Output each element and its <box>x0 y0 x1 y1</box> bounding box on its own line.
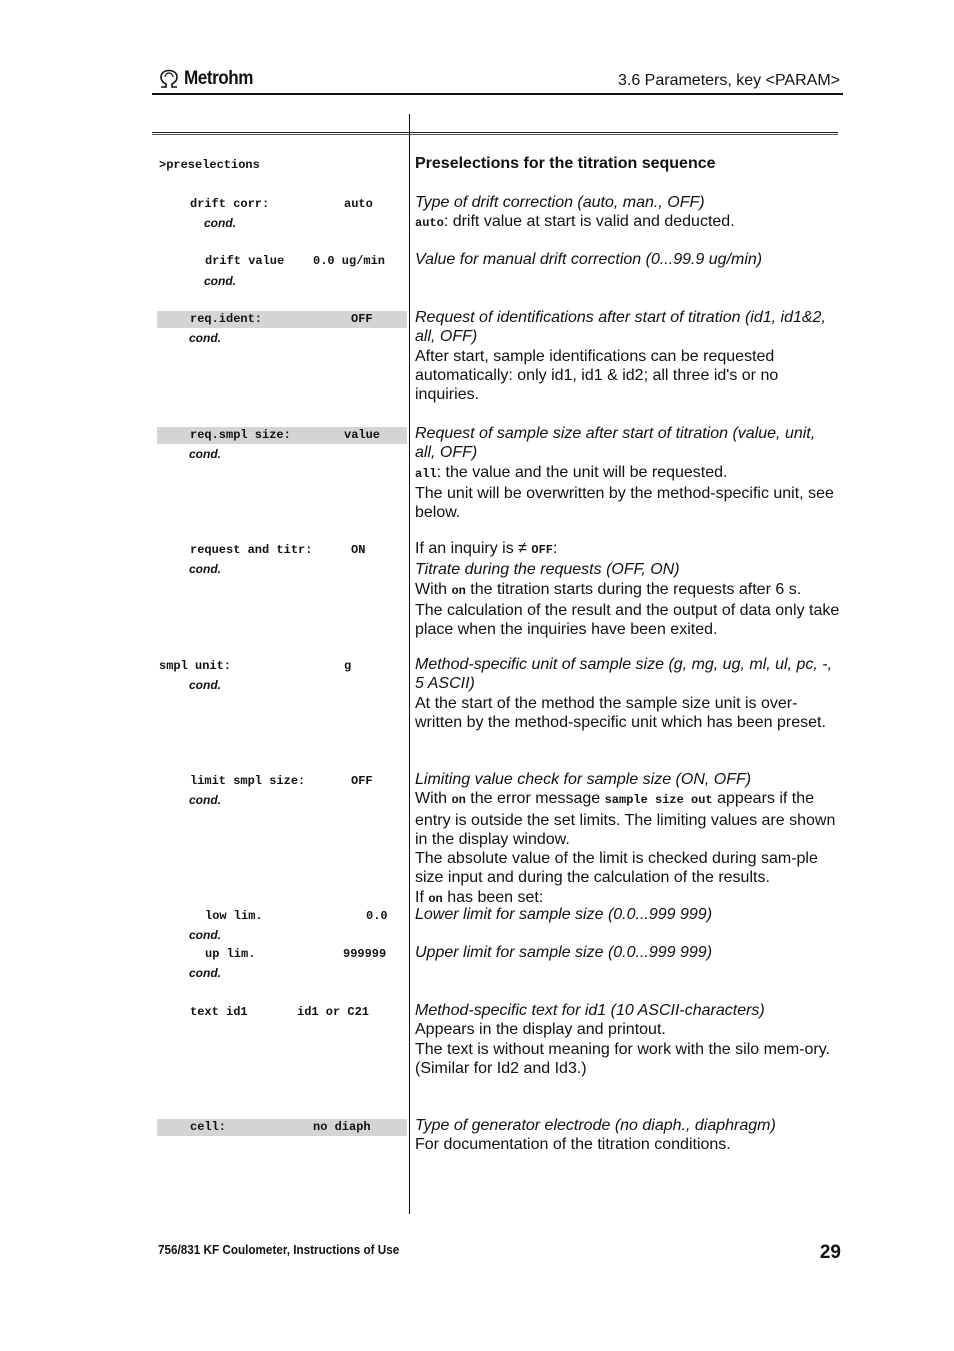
param-label: >preselections <box>159 158 260 172</box>
cond-label: cond. <box>189 562 221 576</box>
desc-text: At the start of the method the sample size unit is over-written by the method-specific unit which has been preset. <box>415 694 826 731</box>
param-label: low lim. <box>205 909 263 923</box>
cond-label: cond. <box>204 216 236 230</box>
desc-text: With <box>415 790 452 808</box>
code-term: on <box>451 793 466 808</box>
param-label: drift value <box>205 254 285 268</box>
footer-doc-title: 756/831 KF Coulometer, Instructions of Use <box>158 1242 400 1257</box>
desc-title: Method-specific unit of sample size (g, mg, ug, ml, ul, pc, -, 5 ASCII) <box>415 656 833 693</box>
desc-cell <box>415 1116 840 1155</box>
code-term: auto <box>415 216 444 231</box>
desc-req-ident <box>415 308 840 404</box>
desc-title: Limiting value check for sample size (ON, OFF) <box>415 771 752 788</box>
header-divider <box>152 93 843 95</box>
desc-text: : <box>553 540 558 557</box>
desc-title: Type of generator electrode (no diaph., diaphragm) <box>415 1117 776 1134</box>
code-term: on <box>428 891 443 906</box>
desc-smpl-unit <box>415 655 840 732</box>
desc-title: Method-specific text for id1 (10 ASCII-characters) <box>415 1002 765 1019</box>
section-heading: Preselections for the titration sequence <box>415 155 716 172</box>
table-top-rule <box>152 132 838 133</box>
param-value: no diaph <box>313 1120 371 1134</box>
metrohm-omega-icon <box>158 69 180 89</box>
table-top-rule-2 <box>152 134 838 135</box>
code-term: sample size out <box>604 793 713 808</box>
desc-text: With <box>415 580 452 598</box>
param-cell <box>157 1119 407 1136</box>
param-label: request and titr: <box>190 543 313 557</box>
param-value: OFF <box>351 312 373 326</box>
cond-label: cond. <box>189 331 221 345</box>
desc-text: has been set: <box>442 888 544 906</box>
desc-text-id1 <box>415 1001 840 1078</box>
param-drift-corr <box>157 196 407 213</box>
cond-label: cond. <box>189 793 221 807</box>
desc-text: For documentation of the titration conditions. <box>415 1136 731 1154</box>
desc-text: (Similar for Id2 and Id3.) <box>415 1059 587 1077</box>
desc-req-smpl-size <box>415 424 840 522</box>
param-smpl-unit <box>157 658 407 675</box>
desc-body <box>415 212 840 233</box>
param-label: drift corr: <box>190 197 270 211</box>
column-divider <box>409 114 410 1214</box>
desc-text: The calculation of the result and the output of data only take place when the inquiries have been exited. <box>415 601 840 639</box>
desc-text: The unit will be overwritten by the method-specific unit, see below. <box>415 484 834 522</box>
desc-text: Appears in the display and printout. <box>415 1021 666 1039</box>
param-preselections <box>157 157 407 174</box>
desc-title: Upper limit for sample size (0.0...999 999) <box>415 944 713 961</box>
desc-title: Type of drift correction (auto, man., OFF) <box>415 194 705 211</box>
param-request-titr <box>157 542 407 559</box>
desc-title: Lower limit for sample size (0.0...999 999) <box>415 906 713 923</box>
desc-text: the titration starts during the requests after 6 s. <box>465 580 802 598</box>
cond-label: cond. <box>204 274 236 288</box>
desc-text: : drift value at start is valid and deducted. <box>443 213 735 231</box>
desc-title: Titrate during the requests (OFF, ON) <box>415 561 680 579</box>
param-value: 999999 <box>343 947 387 961</box>
desc-body <box>415 789 840 849</box>
desc-text: : the value and the unit will be requested. <box>436 463 728 481</box>
desc-drift-corr <box>415 193 840 234</box>
param-label: limit smpl size: <box>190 774 306 788</box>
desc-title: Value for manual drift correction (0...99.9 ug/min) <box>415 251 763 268</box>
param-value: value <box>344 428 381 442</box>
param-req-smpl-size <box>157 427 407 444</box>
desc-text: After start, sample identifications can be requested automatically: only id1, id1 & id2; all three id's or no inquiries. <box>415 347 779 404</box>
desc-text: The absolute value of the limit is checked during sam-ple size input and during the calculation of the results. <box>415 850 818 887</box>
brand-name: Metrohm <box>184 68 254 89</box>
desc-low-lim <box>415 905 840 924</box>
param-low-lim <box>157 908 407 925</box>
param-value: auto <box>344 197 373 211</box>
desc-drift-value <box>415 250 840 269</box>
param-label: up lim. <box>205 947 256 961</box>
desc-body <box>415 580 840 601</box>
page-number: 29 <box>819 1242 841 1263</box>
desc-title: Request of sample size after start of titration (value, unit, all, OFF) <box>415 425 816 462</box>
desc-condition <box>415 539 840 560</box>
code-term: all <box>415 466 437 481</box>
code-term: OFF <box>531 543 553 557</box>
desc-request-titr <box>415 539 840 639</box>
param-value: 0.0 <box>366 909 388 923</box>
section-title: 3.6 Parameters, key <PARAM> <box>617 72 840 89</box>
desc-text: If <box>415 888 429 906</box>
param-value: ON <box>351 543 366 557</box>
cond-label: cond. <box>189 678 221 692</box>
cond-label: cond. <box>189 928 221 942</box>
code-term: on <box>451 583 466 598</box>
param-label: req.ident: <box>190 312 263 326</box>
cond-label: cond. <box>189 447 221 461</box>
desc-limit-smpl-size <box>415 770 840 909</box>
param-value: id1 or C21 <box>297 1005 370 1019</box>
cond-label: cond. <box>189 966 221 980</box>
param-text-id1 <box>157 1004 407 1021</box>
param-limit-smpl-size <box>157 773 407 790</box>
desc-title: Request of identifications after start of titration (id1, id1&2, all, OFF) <box>415 309 826 346</box>
param-drift-value <box>157 253 407 270</box>
param-value: 0.0 ug/min <box>313 254 386 268</box>
desc-preselections <box>415 154 840 173</box>
desc-up-lim <box>415 943 840 962</box>
desc-text: the error message <box>465 790 605 808</box>
param-value: OFF <box>351 774 373 788</box>
desc-body <box>415 463 840 484</box>
brand-logo <box>158 68 261 90</box>
param-value: g <box>344 659 352 673</box>
param-label: req.smpl size: <box>190 428 291 442</box>
param-label: text id1 <box>190 1005 248 1019</box>
desc-text: appears if the entry is outside the set limits. The limiting values are shown in the display window. <box>415 790 836 848</box>
desc-text: The text is without meaning for work with the silo mem-ory. <box>415 1040 830 1058</box>
desc-text: If an inquiry is ≠ <box>415 540 532 557</box>
param-up-lim <box>157 946 407 963</box>
param-label: cell: <box>190 1120 227 1134</box>
param-label: smpl unit: <box>159 659 232 673</box>
param-req-ident <box>157 311 407 328</box>
